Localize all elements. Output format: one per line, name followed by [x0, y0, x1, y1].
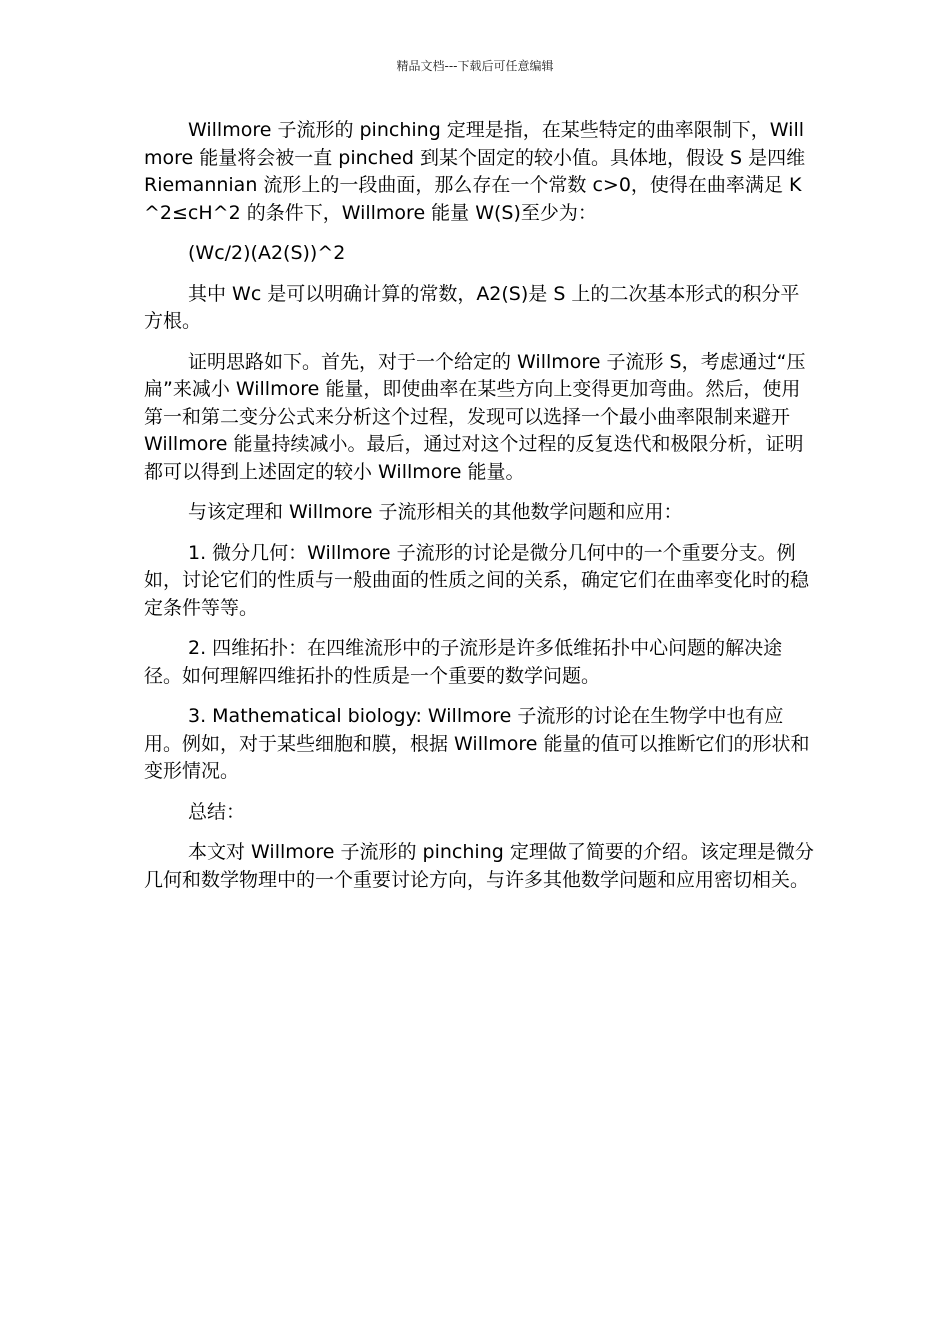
paragraph-related-problems-intro: 与该定理和 Willmore 子流形相关的其他数学问题和应用： [188, 501, 683, 523]
list-item-differential-geometry: 1. 微分几何：Willmore 子流形的讨论是微分几何中的一个重要分支。例如，讨论它们的性质与一般曲面的性质之间的关系，确定它们在曲率变化时的稳定条件等等。 [144, 541, 810, 619]
document-body [144, 117, 814, 907]
list-item-mathematical-biology: 3. Mathematical biology: Willmore 子流形的讨论在生物学中也有应用。例如，对于某些细胞和膜，根据 Willmore 能量的值可以推断它们的形状和变形情况。 [144, 705, 810, 782]
paragraph-theorem-statement: Willmore 子流形的 pinching 定理是指，在某些特定的曲率限制下，Willmore 能量将会被一直 pinched 到某个固定的较小值。具体地，假设 S 是四维 Riemannian 流形上的一段曲面，那么存在一个常数 c>0，使得在曲率满足 K^2≤cH^2 的条件下，Willmore 能量 W(S)至少为： [144, 119, 806, 224]
paragraph-proof-outline: 证明思路如下。首先，对于一个给定的 Willmore 子流形 S，考虑通过“压扁”来减小 Willmore 能量，即使曲率在某些方向上变得更加弯曲。然后，使用第一和第二变分公式来分析这个过程，发现可以选择一个最小曲率限制来避开 Willmore 能量持续减小。最后，通过对这个过程的反复迭代和极限分析，证明都可以得到上述固定的较小 Willmore 能量。 [144, 350, 806, 483]
page-header: 精品文档---下载后可任意编辑 [396, 59, 554, 73]
paragraph-formula: (Wc/2)(A2(S))^2 [188, 242, 346, 264]
list-item-four-dim-topology: 2. 四维拓扑：在四维流形中的子流形是许多低维拓扑中心问题的解决途径。如何理解四维拓扑的性质是一个重要的数学问题。 [144, 637, 783, 687]
paragraph-constant-definition: 其中 Wc 是可以明确计算的常数，A2(S)是 S 上的二次基本形式的积分平方根。 [144, 282, 800, 332]
paragraph-summary-heading: 总结： [188, 800, 246, 823]
paragraph-summary: 本文对 Willmore 子流形的 pinching 定理做了简要的介绍。该定理是微分几何和数学物理中的一个重要讨论方向，与许多其他数学问题和应用密切相关。 [144, 841, 814, 891]
